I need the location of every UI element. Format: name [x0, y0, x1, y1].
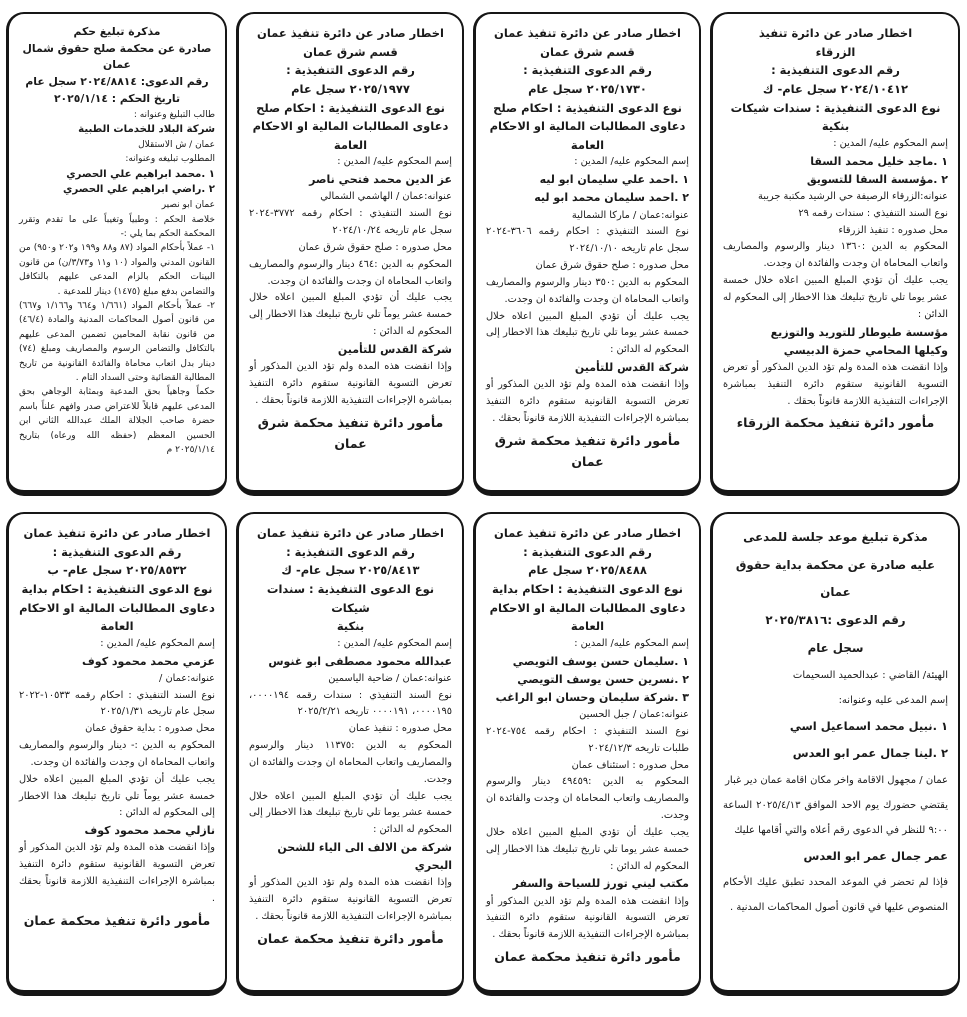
notice-line: محل صدوره : صلح حقوق شرق عمان: [535, 260, 689, 272]
notice-line: عنوانه:عمان / ضاحية الياسمين: [328, 672, 452, 684]
notice-line: مأمور دائرة تنفيذ محكمة عمان: [494, 949, 681, 965]
notice-line: ١ .محمد ابراهيم علي الحصري: [66, 168, 215, 180]
notice-line: نوع الدعوى التنفيذية : احكام صلح: [493, 100, 682, 115]
notice-line: يجب عليك أن تؤدي المبلغ المبين اعلاه خلال خمسة عشر يوما تلي تاريخ تبليغك هذا الاخطار إلى المحكوم له الدائن :: [486, 826, 689, 872]
notice-line: ١ .ماجد خليل محمد السقا: [810, 154, 948, 168]
notice-line: مأمور دائرة تنفيذ محكمة شرق عمان: [257, 414, 444, 451]
notice-line: رقم الدعوى :٢٠٢٥/٣٨١٦: [765, 613, 906, 628]
notice-line: المحكوم به الدين :١١٣٧٥ دينار والرسوم والمصاريف واتعاب المحاماة ان وجدت والفائدة ان وجدت.: [249, 740, 453, 785]
notice-line: وإذا انقضت هذه المدة ولم تؤد الدين المذكور أو تعرض التسوية القانونية ستقوم دائرة التنفيذ بمباشرة الإجراءات التنفيذية اللازمة قانوناً بحقك .: [486, 379, 689, 424]
notice-line: عزمي محمد محمود كوف: [82, 654, 215, 668]
legal-notice-box-enforcement-amman-8488: [473, 512, 701, 996]
notice-line: ١ .نبيل محمد اسماعيل اسي: [789, 718, 948, 733]
notice-line: ٢ .راضي ابراهيم علي الحصري: [63, 184, 215, 196]
notice-line: ١ .سليمان حسن يوسف التويصي: [512, 654, 689, 668]
notice-line: ٢ .نسرين حسن يوسف التويصي: [517, 672, 689, 686]
notice-line: وإذا انقضت هذه المدة ولم تؤد الدين المذكور أو تعرض التسوية القانونية ستقوم دائرة التنفيذ بمباشرة الإجراءات التنفيذية اللازمة قانوناً بحقك .: [19, 842, 215, 904]
notice-line: قسم شرق عمان: [303, 44, 398, 59]
notice-line: عنوانه:عمان / ماركا الشمالية: [571, 209, 689, 221]
legal-notice-box-judgment-notification: [6, 12, 227, 496]
notice-line: دعاوى المطالبات المالية او الاحكام العامة: [489, 119, 686, 152]
notice-line: دعاوى المطالبات المالية او الاحكام العامة: [19, 600, 215, 634]
notice-line: ٣ .شركة سليمان وحسان ابو الراغب: [495, 690, 689, 704]
notice-line: نازلي محمد محمود كوف: [84, 824, 215, 838]
legal-notice-box-enforcement-east-amman-1730: [473, 12, 701, 496]
notice-line: يجب عليك أن تؤدي المبلغ المبين اعلاه خلال خمسة عشر يوما تلي تاريخ تبليغك هذا الاخطار إلى المحكوم له الدائن :: [723, 275, 948, 320]
notice-line: ٢٠٢٤/١٠٤١٢ سجل عام- ك: [762, 81, 909, 96]
notice-line: ٢ .لينا جمال عمر ابو العدس: [792, 746, 948, 761]
notice-line: عليه صادرة عن محكمة بداية حقوق: [735, 557, 936, 572]
notice-line: إسم المحكوم عليه/ المدين :: [100, 637, 215, 649]
notice-line: عمان ابو نصير: [161, 200, 215, 211]
notice-line: محل صدوره : بداية حقوق عمان: [85, 723, 215, 735]
notice-line: شركة القدس للتأمين: [574, 361, 689, 375]
notice-line: دعاوى المطالبات المالية او الاحكام العامة: [489, 600, 686, 634]
notice-line: عمان / ش الاستقلال: [138, 139, 215, 150]
notice-line: نوع الدعوى التنفيذية : احكام صلح: [256, 100, 445, 115]
notice-line: ١- عملاً بأحكام المواد (٨٧ و٨٨ و١٩٩ و٢٠٢ و٩٥٠) من القانون المدني والمواد (١٠ و١١ و٣/٧٣/ن) من قانون البينات الحكم بالزام المدعى عليهم بالتكافل والتضامن بدفع مبلغ (١٤٧٥) دينار للمدعية .: [19, 243, 215, 297]
notice-line: الهيئة/ القاضي : عبدالحميد السحيمات: [792, 669, 948, 681]
notice-line: وكيلها المحامي حمزة الدبيسي: [783, 343, 948, 357]
notice-line: إسم المحكوم عليه/ المدين :: [337, 637, 452, 649]
notice-line: نوع الدعوى التنفيذية : احكام بداية: [21, 581, 213, 596]
notice-line: محل صدوره : صلح حقوق شرق عمان: [298, 241, 452, 253]
notice-line: تاريخ الحكم : ٢٠٢٥/١/١٤: [53, 91, 181, 105]
notice-line: ٢٠٢٥/١٩٧٧ سجل عام: [291, 81, 410, 96]
notice-line: شركة البلاد للخدمات الطبية: [78, 124, 215, 136]
notice-line: عنوانه:عمان / جبل الحسين: [579, 709, 689, 721]
notice-line: شركة القدس للتأمين: [337, 342, 452, 356]
notice-line: المطلوب تبليغه وعنوانه:: [125, 154, 215, 165]
notice-line: نوع السند التنفيذي : احكام رقمه ١٠٥٣٣-٢٠٢٢ سجل عام تاريخه ٢٠٢٥/١/٣١: [19, 689, 215, 718]
notice-line: مأمور دائرة تنفيذ محكمة الزرقاء: [736, 415, 935, 431]
notice-line: شركة من الالف الى الياء للشحن البحري: [277, 841, 452, 873]
notice-line: اخطار صادر عن دائرة تنفيذ: [758, 26, 913, 40]
notice-line: نوع الدعوى التنفيذية : احكام بداية: [492, 581, 683, 596]
notice-line: المحكوم به الدين :٤٦٤ دينار والرسوم والمصاريف واتعاب المحاماة ان وجدت والفائدة ان وجدت.: [249, 258, 452, 287]
notice-line: وإذا انقضت هذه المدة ولم تؤد الدين المذكور أو تعرض التسوية القانونية ستقوم دائرة التنفيذ بمباشرة الإجراءات التنفيذية اللازمة قانوناً بحقك .: [249, 361, 452, 406]
notice-line: المحكوم به الدين :١٣٦٠ دينار والرسوم والمصاريف واتعاب المحاماة ان وجدت والفائدة ان وجدت.: [723, 241, 949, 270]
notice-line: المحكوم به الدين :٤٩٤٥٩ دينار والرسوم والمصاريف واتعاب المحاماة ان وجدت والفائدة ان وجدت.: [486, 776, 690, 822]
notice-line: يجب عليك أن تؤدي المبلغ المبين اعلاه خلال خمسة عشر يوما تلي تاريخ تبليغك هذا الاخطار إلى المحكوم له الدائن :: [486, 310, 689, 356]
notice-line: نوع السند التنفيذي : احكام رقمه ٣٦٠٦-٢٠٢٤ سجل عام تاريخه ٢٠٢٤/١٠/١٠: [486, 226, 689, 255]
notice-line: محل صدوره : استئناف عمان: [571, 759, 689, 771]
notice-line: مذكرة تبليغ موعد جلسة للمدعى: [743, 530, 928, 544]
notice-line: المحكوم به الدين :٣٥٠ دينار والرسوم والمصاريف واتعاب المحاماة ان وجدت والفائدة ان وجدت.: [486, 276, 689, 305]
notice-line: مذكرة تبليغ حكم: [73, 25, 161, 38]
notice-line: مأمور دائرة تنفيذ محكمة عمان: [23, 912, 211, 928]
notice-line: حكماً وجاهياً بحق المدعية وبمثابة الوجاهي بحق المدعى عليهم قابلاً للاعتراض صدر وافهم علناً باسم حضرة صاحب الجلالة الملك عبدالله الثاني ابن الحسين المعظم (حفظه الله ورعاه) بتاريخ ٢٠٢٥/١/١٤ م: [19, 387, 215, 455]
notice-line: رقم الدعوى التنفيذية :: [286, 544, 415, 559]
notice-line: وإذا انقضت هذه المدة ولم تؤد الدين المذكور أو تعرض التسوية القانونية ستقوم دائرة التنفيذ بمباشرة الإجراءات التنفيذية اللازمة قانوناً بحقك .: [723, 361, 948, 407]
notice-line: سجل عام: [807, 640, 864, 655]
notice-line: وإذا انقضت هذه المدة ولم تؤد الدين المذكور أو تعرض التسوية القانونية ستقوم دائرة التنفيذ بمباشرة الإجراءات التنفيذية اللازمة قانوناً بحقك .: [486, 895, 689, 941]
notice-line: رقم الدعوى التنفيذية :: [771, 63, 900, 78]
notice-line: المحكوم به الدين :- دينار والرسوم والمصاريف واتعاب المحاماة ان وجدت والفائدة ان وجدت.: [19, 740, 215, 768]
notice-line: اخطار صادر عن دائرة تنفيذ عمان: [23, 526, 211, 540]
notice-line: مؤسسة طيوطار للتوريد والتوزيع: [770, 325, 948, 339]
notice-line: رقم الدعوى: ٢٠٢٤/٨٨١٤ سجل عام: [25, 75, 209, 89]
notice-line: عمان / مجهول الاقامة واخر مكان اقامة عمان دير غبار: [725, 774, 948, 786]
notice-line: ٢٠٢٥/٨٥٣٢ سجل عام- ب: [47, 563, 187, 578]
notice-line: صادرة عن محكمة صلح حقوق شمال عمان: [22, 41, 212, 72]
notice-line: قسم شرق عمان: [540, 44, 635, 59]
notice-line: يجب عليك أن تؤدي المبلغ المبين اعلاه خلال خمسة عشر يوماً تلي تاريخ تبليغك هذا الاخطار إلى المحكوم له الدائن :: [249, 292, 452, 338]
notice-line: ٢٠٢٥/٨٤٨٨ سجل عام: [528, 563, 647, 578]
notice-line: دعاوى المطالبات المالية او الاحكام العامة: [252, 119, 449, 152]
notice-line: اخطار صادر عن دائرة تنفيذ عمان: [494, 26, 681, 40]
notice-line: اخطار صادر عن دائرة تنفيذ عمان: [494, 526, 681, 540]
notice-line: عمان: [820, 585, 851, 600]
notice-line: الزرقاء: [815, 44, 856, 59]
notice-line: رقم الدعوى التنفيذية :: [286, 63, 415, 78]
notice-line: نوع السند التنفيذي : احكام رقمه ٧٥٤-٢٠٢٤ طلبات تاريخه ٢٠٢٤/١٢/٣: [486, 725, 689, 754]
notice-line: بنكية: [821, 119, 850, 134]
notice-line: يجب عليك أن تؤدي المبلغ المبين اعلاه خلال خمسة عشر يوما تلي تاريخ تبليغك هذا الاخطار إلى المحكوم له الدائن :: [249, 790, 452, 836]
notice-line: إسم المحكوم عليه/ المدين :: [574, 156, 689, 168]
notice-line: نوع السند التنفيذي : سندات رقمه ٢٩: [798, 207, 948, 219]
notice-line: ٢- عملاً بأحكام المواد (١/٦٦١ و٦٦٤ و١/١٦٦ و٦٦٧) من قانون أصول المحاكمات المدنية والمادة (٤٦/٤) من قانون نقابة المحامين تضمين المدعى عليهم بالتكافل والتضامن الرسوم والمصاريف ومبلغ (٧٤) دينار بدل اتعاب محاماة والفائدة القانونية من تاريخ المطالبة القضائية وحتى السداد التام .: [19, 301, 215, 383]
notice-line: ١ .احمد علي سليمان ابو ليه: [539, 173, 689, 187]
notice-line: محل صدوره : تنفيذ عمان: [348, 723, 452, 735]
notice-line: مكتب ليني تورز للسياحة والسفر: [512, 877, 689, 891]
notice-line: إسم المدعى عليه وعنوانه:: [838, 694, 948, 706]
legal-notice-box-enforcement-east-amman-1977: [236, 12, 464, 496]
notice-line: إسم المحكوم عليه/ المدين :: [337, 156, 452, 168]
notice-line: بنكية: [336, 619, 365, 634]
notice-line: فإذا لم تحضر في الموعد المحدد تطبق عليك الأحكام المنصوص عليها في قانون أصول المحاكمات المدنية .: [723, 877, 948, 914]
legal-notice-box-enforcement-amman-8413: [236, 512, 464, 996]
notice-line: رقم الدعوى التنفيذية :: [523, 544, 652, 559]
notice-line: عنوانه:عمان / الهاشمي الشمالي: [320, 191, 452, 203]
notice-line: اخطار صادر عن دائرة تنفيذ عمان: [257, 26, 444, 40]
notice-line: ٢٠٢٥/١٧٣٠ سجل عام: [528, 81, 647, 96]
notice-line: ٢ .مؤسسة السقا للتسويق: [806, 172, 948, 186]
notice-line: عمر جمال عمر ابو العدس: [803, 848, 948, 863]
notice-line: مأمور دائرة تنفيذ محكمة شرق عمان: [494, 432, 681, 470]
notice-line: يقتضي حضورك يوم الاحد الموافق ٢٠٢٥/٤/١٣ الساعة ٩:٠٠ للنظر في الدعوى رقم أعلاه والتي أقامها عليك: [723, 799, 948, 836]
notice-line: خلاصة الحكم : وطبياً وتغيباً على ما تقدم وتقرر المحكمة الحكم بما يلي :-: [19, 214, 215, 240]
notice-line: إسم المحكوم عليه/ المدين :: [833, 137, 948, 149]
notice-line: عز الدين محمد فتحي ناصر: [309, 173, 452, 187]
notice-line: وإذا انقضت هذه المدة ولم تؤد الدين المذكور أو تعرض التسوية القانونية ستقوم دائرة التنفيذ بمباشرة الإجراءات التنفيذية اللازمة قانوناً بحقك .: [249, 877, 452, 923]
notice-line: ٢٠٢٥/٨٤١٣ سجل عام- ك: [281, 563, 420, 578]
notice-line: محل صدوره : تنفيذ الزرقاء: [838, 224, 948, 236]
notice-line: ٢ .احمد سليمان محمد ابو ليه: [534, 191, 689, 205]
notice-line: رقم الدعوى التنفيذية :: [52, 544, 182, 559]
notice-line: نوع السند التنفيذي : سندات رقمه ٠٠٠٠١٩٤، ٠٠٠٠١٩٥، ٠٠٠٠١٩١ تاريخه ٢٠٢٥/٢/٢١: [249, 689, 452, 718]
notice-line: طالب التبليغ وعنوانه :: [133, 109, 215, 120]
legal-notice-box-enforcement-amman-8532: [6, 512, 227, 996]
notice-line: مأمور دائرة تنفيذ محكمة عمان: [257, 930, 444, 946]
notice-line: إسم المحكوم عليه/ المدين :: [574, 637, 689, 649]
notice-line: نوع السند التنفيذي : احكام رقمه ٣٧٧٢-٢٠٢٤ سجل عام تاريخه ٢٠٢٤/١٠/٢٤: [249, 208, 452, 237]
notice-line: نوع الدعوى التنفيذية : سندات شيكات: [266, 581, 435, 615]
notice-line: اخطار صادر عن دائرة تنفيذ عمان: [257, 526, 444, 540]
notice-line: نوع الدعوى التنفيذية : سندات شيكات: [730, 100, 941, 115]
notice-line: رقم الدعوى التنفيذية :: [523, 63, 652, 78]
notice-line: عنوانه:الزرقاء الرصيفة حي الرشيد مكتبة جريبة: [757, 190, 948, 202]
notice-line: عنوانه:عمان /: [159, 672, 215, 684]
legal-notice-box-session-notification: [710, 512, 960, 996]
notice-line: يجب عليك أن تؤدي المبلغ المبين اعلاه خلال خمسة عشر يوماً تلي تاريخ تبليغك هذا الاخطار إلى المحكوم له الدائن :: [19, 773, 215, 819]
legal-notice-box-enforcement-zarqa: [710, 12, 960, 496]
notice-line: عبدالله محمود مصطفى ابو غنوس: [268, 654, 452, 668]
